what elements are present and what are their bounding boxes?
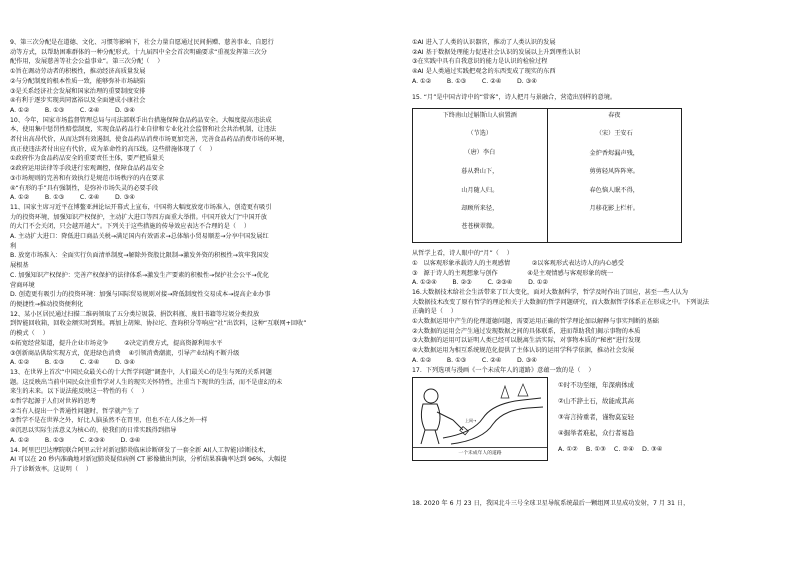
poem-left-line: 却顾所来径， (461, 204, 499, 212)
question-line: C. 加强知识产权保护：完善产权保护的法律体系→激发生产要素的积极性→保护社会公平→优化 (10, 271, 269, 279)
question-line: ①旨在调动劳动者的积极性，推动经济高质量发展 (10, 68, 146, 76)
question-line: 11、国家主席习近平在博鳌亚洲论坛开幕式上宣布，中国将大幅度放宽市场准入，创造更有吸引 (10, 203, 272, 211)
question-line: 到智能回收箱，回收金额实时到账。再加上胡辣、协拉坨、查询积分等响应“社”出饮料，这种“互联网+回收” (10, 320, 307, 328)
question-line: ③是关系经济社会发展和国家治理的重要制度安排 (10, 87, 146, 95)
question-line: 配作用，发展慈善等社会公益事业”。第三次分配（ ） (10, 58, 164, 66)
question-line: 动等方式，以帮助困难群体的一种分配形式。十九届四中全会首次明确要求“重视发挥第三次分 (10, 48, 267, 56)
q17-option: ④掘举者难起，众行者易趋 (558, 429, 635, 438)
question-line: ③创新商品供给实现方式，促进绿色消费 ④引领消费潮流，引导产业结构不断升级 (10, 349, 240, 357)
poem-right-line: 月移花影上栏杆。 (589, 204, 639, 212)
question-line: A. ①② B. ①③ C. ②④ D. ③④ (10, 106, 135, 114)
q17-options (558, 377, 663, 457)
poem-right-line: 金炉香烬漏声残， (589, 150, 639, 158)
poem-right-line: 剪剪轻风阵阵寒。 (589, 168, 639, 176)
question-line: 14. 阿里巴巴达摩院联合阿里云针对新冠肺炎临床诊断研发了一套全新 AI(人工智能)诊断技术， (10, 446, 270, 454)
question-line: ③市场规则的完善和有效执行是规范市场秩序的内在要求 (10, 174, 165, 182)
question-line: 升了诊断效率。这说明（ ） (10, 465, 93, 473)
question-line: A. ①②④ B. ②③ C. ②③④ D. ①② (412, 279, 548, 287)
poem-left-title: 下终南山过斛斯山人宿置酒 (442, 112, 517, 120)
poem-right-title: 春夜 (608, 112, 621, 120)
poem-left-line: 暮从碧山下， (461, 168, 499, 176)
question-line: 力的投资环境，加强知识产权保护，主动扩大进口等四方面重大举措。中国开放大门“中国开放 (10, 213, 267, 221)
question-line: ①政府作为食品药品安全的重要责任主体，要严把质量关 (10, 155, 165, 163)
question-line: A. ①② B. ①③ C. ②④ D. ③④ (10, 359, 135, 367)
question-line: 从哲学上看，诗人眼中的“月”（ ） (412, 250, 513, 258)
poem-left-line: 苍苍横翠微。 (461, 222, 499, 230)
question-line: ① 以客观形象承载诗人的主观感情 ②以客观形式表达诗人的内心感受 (412, 259, 624, 267)
question-line: 者付出高昂代价，从而达到有效遏制，使食品药品消费市场更加完善，完善食品药品消费市场的环境， (10, 136, 289, 144)
question-line: B. 放宽市场准入：全面实行负面清单制度→解除外资股比限制→激发外资的积极性→筑牢我国发 (10, 252, 269, 260)
question-line: D. 创造更有吸引力的投资环境：加强与国际贸易规则对接→降低制度性交易成本→提高企业办事 (10, 291, 271, 299)
question-line: ①拓宽经营渠道，提升企业市场竞争 ②决定消费方式，提高资源利用水平 (10, 339, 223, 347)
q17-option: ①时不功至细，年深病体成 (558, 381, 635, 390)
question-line: ①AI 进入了人类的认识器官，推动了人类认识的发展 (412, 39, 556, 46)
question-line: 题。这反映出当前中国民众注重哲学对人生的现实关怀特性，注重当下现世的生活，而不是虚幻的未 (10, 378, 283, 386)
poem-table (412, 108, 682, 243)
poem-left-author: （唐）李白 (464, 148, 496, 156)
q17-option: ②山不辞土石，故能成其高 (558, 397, 635, 406)
question-line: AI 可以在 20 秒内准确地对新冠肺炎疑似病例 CT 影像做出判读，分析结果准确率达到 96%，大幅提 (10, 456, 287, 464)
question-line: 17. 下列选项与漫画《一个未成年人的道路》意蕴一致的是（ ） (412, 366, 595, 374)
question-line: ①大数据运用中产生的伦理道德问题，需要运用正确的哲学理论加以解释与事实判断的基础 (412, 318, 659, 326)
q17-answer-choices: A. ①② B. ①③ C. ②④ D. ③④ (558, 445, 663, 454)
question-line: A. ①② B. ①③ C. ②④ D. ③④ (10, 194, 135, 202)
poem-right-author: （宋）王安石 (595, 130, 633, 138)
cartoon-caption: 一个未成年人的道路 (413, 447, 547, 459)
right-top-text (412, 38, 786, 102)
question-line: 的模式（ ） (10, 330, 49, 338)
left-column (10, 38, 388, 475)
question-line: 的便捷性→推动投资便利化 (10, 300, 84, 308)
question-line: ④有利于逐步实现共同富裕以及全面建成小康社会 (10, 97, 146, 105)
question-line: 15. “月”是中国古诗中的“常客”，诗人把月与景融合，营造出别样的意境。 (412, 93, 617, 101)
q17-option: ③寄言持重者，谨物莫妄轻 (558, 413, 635, 422)
question-line: 利 (10, 242, 17, 250)
question-line: A. ①② B. ①③ C. ②④ D. ③④ (412, 356, 537, 364)
svg-text:上网→: 上网→ (465, 418, 477, 424)
cartoon-image (412, 377, 548, 461)
question-line: ③大数据的运用可以证明人类已经可以脱离生活实际，对事物本质的“秘密”进行发现 (412, 337, 641, 345)
question-line: A. ①② B. ①③ C. ②④ D. ③④ (412, 77, 537, 85)
right-column (412, 38, 786, 509)
question-line: ③ 源于诗人的主观想象与创作 ④是主观情感与客观形象的统一 (412, 269, 614, 277)
question-line: 13、在世界上首次“中国民众最关心的十大哲学问题”调查中，人们最关心的是生与死的关系问题 (10, 368, 272, 376)
poem-right-line: 春色恼人眠不得， (589, 186, 639, 194)
question-line: 营商环境 (10, 281, 35, 289)
question-line: 大数据技术改变了原有哲学的理论和关于大数据的哲学问题研究，而大数据哲学体系正在形成之中。下列说法 (412, 298, 709, 306)
question-line: 展根基 (10, 262, 29, 270)
question-line: 的大门不会关闭，只会越开越大”。下列关于这些措施的传导效应表达不合理的是（ ） (10, 223, 251, 231)
question-line: ②当有人提出一个普通性问题时，哲学就产生了 (10, 407, 140, 415)
question-line: 9、第三次分配是在道德、文化、习惯等影响下，社会力量自愿通过民间捐赠、慈善事业、自愿行 (10, 39, 274, 46)
poem-right (547, 109, 682, 243)
question-line: ②AI 基于数据处理能力促进社会认识的发展以上升到理性认识 (412, 48, 581, 56)
question-line: 真正使违法者付出应有代价，成为革命性的高压线。这些措施体现了（ ） (10, 145, 216, 153)
question-line: ④大数据运用为相互系统规范化提供了主体认识的运用学科学依据，推动社会发展 (412, 347, 635, 355)
right-bottom-text (412, 499, 786, 509)
question-line: 正确的是（ ） (412, 308, 457, 316)
cartoon-drawing-icon (413, 378, 547, 450)
question-line: ④沉思以实际生活意义为核心的，使我们的日常实践得到指导 (10, 427, 177, 435)
question-line: ③哲学不是在世界之外，好比人脑虽然不在胃里，但也不在人体之外一样 (10, 417, 208, 425)
question-line: ②与分配制度的根本性质一致，能够弥补市场缺陷 (10, 77, 146, 85)
question-line: A. ①② B. ①③ C. ②③④ D. ③④ (10, 436, 141, 444)
q17-block (412, 377, 786, 461)
question-line: 10、今年，国家市场监督管理总局与司法部联手出台措施保障食品药品安全。大幅度提高违法成 (10, 116, 272, 124)
poem-left (413, 109, 548, 243)
poem-left-subtitle: （节选） (467, 130, 493, 138)
question-line: ①哲学起源于人们对世界的思考 (10, 398, 96, 406)
question-line: ②政府运用法律等手段进行宏观调控，保障食品药品安全 (10, 165, 165, 173)
question-line: 来生的未来。以下说法能反映这一特性的有（ ） (10, 388, 148, 396)
question-line: ④AI 是人类通过实践把观念的东西变成了现实的东西 (412, 68, 556, 76)
question-line: 18. 2020 年 6 月 23 日，我国北斗三号全球卫星导航系统最后一颗组网卫星成功发射，7 月 31 日， (412, 500, 690, 508)
question-line: A. 主动扩大进口：降低进口商品关税→满足国内有效需求→总体缩小贸易顺差→分享中国发展红 (10, 233, 269, 241)
question-line: ②大数据的运用会产生通过发现数据之间的具体联系，进而帮助我们揭示事物的本质 (412, 327, 641, 335)
question-line: ③在实践中具有自我意识的能力是认识的检验过程 (412, 58, 548, 66)
right-mid-text (412, 249, 786, 375)
poem-left-line: 山月随人归。 (461, 186, 499, 194)
question-line: 本，使用集中惩罚性赔偿制度，实现食品药品行业自律和专业化社会监督和社会共治机制，让违法 (10, 126, 277, 134)
question-line: ④“有形的手”具有强制性，是弥补市场失灵的必要手段 (10, 184, 159, 192)
question-line: 12、某小区居民通过扫描二维码领取了五分类垃圾袋、捐饮料瓶、废旧书籍等垃圾分类投放 (10, 310, 260, 318)
question-line: 16.大数据技术给社会生活带来了巨大变化，面对大数据科学，哲学及时作出了回应，甚至一些人认为 (412, 288, 688, 296)
